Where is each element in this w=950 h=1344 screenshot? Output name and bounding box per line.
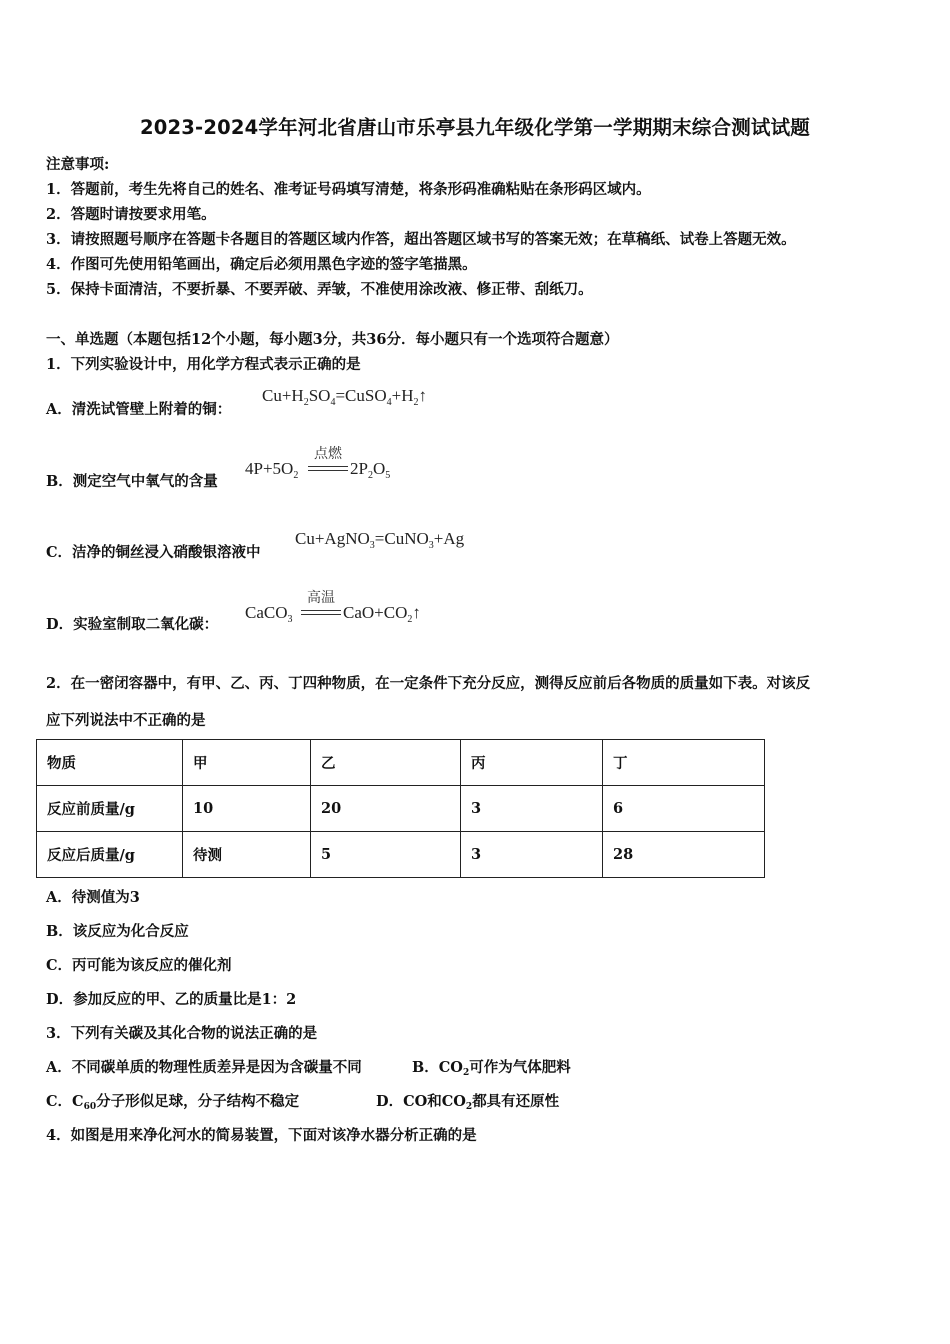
table-row (37, 786, 765, 832)
table-cell: 丙 (461, 740, 603, 786)
notice-item: 1．答题前，考生先将自己的姓名、准考证号码填写清楚，将条形码准确粘贴在条形码区域内。 (46, 181, 651, 198)
q1-option-a-label: A．清洗试管壁上附着的铜： (46, 401, 232, 418)
q1-option-d-condition: 高温 (307, 590, 335, 606)
equals-bar (308, 466, 348, 467)
table-cell: 28 (603, 832, 765, 878)
table-cell: 20 (311, 786, 461, 832)
notice-item: 2．答题时请按要求用笔。 (46, 206, 216, 223)
q3-option-d: D．CO和$CO_2$都具有还原性 (376, 1093, 560, 1112)
q1-option-b-equation-left: $4P+5O_2$ (245, 459, 299, 481)
q1-option-b-label: B．测定空气中氧气的含量 (46, 473, 218, 490)
q1-option-d-equation-right: $CaO+CO_2↑$ (343, 603, 421, 625)
question-2-stem-cont: 应下列说法中不正确的是 (46, 712, 206, 729)
question-2-stem: 2．在一密闭容器中，有甲、乙、丙、丁四种物质，在一定条件下充分反应，测得反应前后各物质的质量如下表。对该反 (46, 675, 811, 692)
q3-option-b: B．$CO_2$可作为气体肥料 (412, 1059, 571, 1078)
table-cell: 乙 (311, 740, 461, 786)
q1-option-b-condition: 点燃 (314, 446, 342, 462)
table-cell: 甲 (183, 740, 311, 786)
q1-option-a-equation: $Cu+H_2SO_4=CuSO_4+H_2↑$ (262, 386, 427, 408)
table-cell: 3 (461, 786, 603, 832)
question-1-stem: 1．下列实验设计中，用化学方程式表示正确的是 (46, 356, 361, 373)
mass-table (36, 739, 765, 878)
q1-option-b-equation-right: $2P_2O_5$ (350, 459, 391, 481)
section-heading: 一、单选题（本题包括12个小题，每小题3分，共36分．每小题只有一个选项符合题意） (46, 331, 619, 348)
notice-heading: 注意事项: (46, 156, 110, 173)
q2-option-c: C．丙可能为该反应的催化剂 (46, 957, 232, 974)
table-header-row (37, 740, 765, 786)
q1-option-c-label: C．洁净的铜丝浸入硝酸银溶液中 (46, 544, 261, 561)
table-cell: 丁 (603, 740, 765, 786)
table-cell: 6 (603, 786, 765, 832)
equals-bar (308, 470, 348, 471)
q1-option-c-equation: Cu+AgNO$_3$=CuNO$_3$+Ag (295, 529, 465, 551)
table-cell: 5 (311, 832, 461, 878)
question-3-stem: 3．下列有关碳及其化合物的说法正确的是 (46, 1025, 318, 1042)
q2-option-b: B．该反应为化合反应 (46, 923, 189, 940)
table-cell: 物质 (37, 740, 183, 786)
equals-bar (301, 614, 341, 615)
table-cell: 待测 (183, 832, 311, 878)
q2-option-a: A．待测值为3 (46, 889, 140, 906)
page-title: 2023-2024学年河北省唐山市乐亭县九年级化学第一学期期末综合测试试题 (139, 116, 811, 139)
q2-option-d: D．参加反应的甲、乙的质量比是1：2 (46, 991, 297, 1008)
q3-option-a: A．不同碳单质的物理性质差异是因为含碳量不同 (46, 1059, 362, 1076)
q3-option-c: C．$C_{60}$分子形似足球，分子结构不稳定 (46, 1093, 300, 1112)
table-cell: 反应前质量/g (37, 786, 183, 832)
table-cell: 反应后质量/g (37, 832, 183, 878)
equals-bar (301, 610, 341, 611)
table-row (37, 832, 765, 878)
q1-option-d-equation-left: CaCO$_3$ (245, 603, 293, 625)
question-4-stem: 4．如图是用来净化河水的简易装置，下面对该净水器分析正确的是 (46, 1127, 477, 1144)
notice-item: 3．请按照题号顺序在答题卡各题目的答题区域内作答，超出答题区域书写的答案无效；在草稿纸、试卷上答题无效。 (46, 231, 796, 248)
table-cell: 10 (183, 786, 311, 832)
notice-item: 5．保持卡面清洁，不要折暴、不要弄破、弄皱，不准使用涂改液、修正带、刮纸刀。 (46, 281, 593, 298)
q1-option-d-label: D．实验室制取二氧化碳： (46, 616, 219, 633)
table-cell: 3 (461, 832, 603, 878)
notice-item: 4．作图可先使用铅笔画出，确定后必须用黑色字迹的签字笔描黑。 (46, 256, 477, 273)
